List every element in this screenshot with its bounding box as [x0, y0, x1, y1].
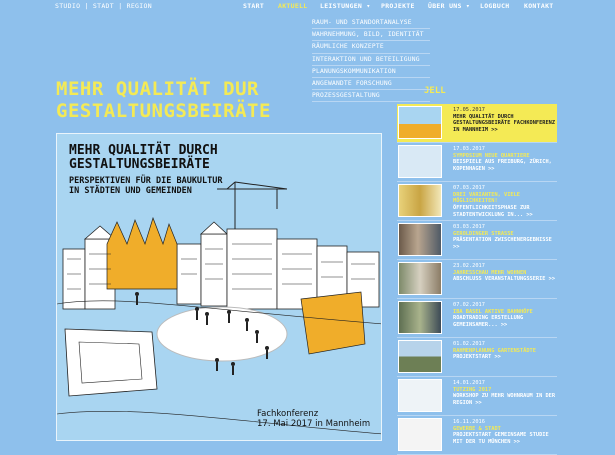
headline-fragment: JELL [424, 86, 446, 96]
poster-subtitle [69, 176, 223, 196]
poster-title [69, 144, 218, 172]
news-item[interactable] [397, 338, 557, 377]
brand-name[interactable]: STUDIO | STADT | REGION [55, 2, 152, 10]
news-item[interactable] [397, 299, 557, 338]
headline-line-2: GESTALTUNGSBEIRÄTE [56, 100, 271, 122]
page-headline [56, 78, 271, 122]
news-text [453, 224, 557, 251]
news-thumbnail[interactable] [398, 106, 442, 139]
news-headline[interactable]: RAHMENPLANUNG GARTENSTÄDTE [453, 347, 536, 354]
dropdown-item-raeumliche-konzepte[interactable]: RÄUMLICHE KONZEPTE [312, 41, 430, 53]
news-headline[interactable]: TUTZING 2017 [453, 386, 492, 393]
news-item[interactable] [397, 182, 557, 221]
news-headline[interactable]: SYMPOSIUM NEUE QUARTIERE [453, 152, 530, 159]
news-text [453, 380, 557, 407]
poster-event-name: Fachkonferenz [257, 409, 319, 419]
news-date: 17.03.2017 [453, 146, 485, 152]
news-thumbnail[interactable] [398, 184, 442, 217]
dropdown-item-interaktion[interactable]: INTERAKTION UND BETEILIGUNG [312, 54, 430, 66]
news-thumbnail[interactable] [398, 418, 442, 451]
nav-leistungen[interactable]: LEISTUNGEN ▾ [320, 2, 371, 10]
news-thumbnail[interactable] [398, 379, 442, 412]
poster-subtitle-line-1: PERSPEKTIVEN FÜR DIE BAUKULTUR [69, 176, 223, 186]
dropdown-item-raum-standortanalyse[interactable]: RAUM- UND STANDORTANALYSE [312, 17, 430, 29]
headline-line-1: MEHR QUALITÄT DUR [56, 78, 259, 100]
news-date: 01.02.2017 [453, 341, 485, 347]
news-date: 23.02.2017 [453, 263, 485, 269]
news-date: 16.11.2016 [453, 419, 485, 425]
news-teaser[interactable]: PROJEKTSTART GEMEINSAME STUDIE MIT DER TU MÜNCHEN >> [453, 432, 549, 446]
news-teaser[interactable]: ABSCHLUSS VERANSTALTUNGSSERIE >> [453, 276, 556, 283]
nav-start[interactable]: START [243, 2, 265, 10]
news-date: 07.02.2017 [453, 302, 485, 308]
dropdown-item-wahrnehmung[interactable]: WAHRNEHMUNG, BILD, IDENTITÄT [312, 29, 430, 41]
news-text [453, 263, 557, 283]
nav-logbuch[interactable]: LOGBUCH [480, 2, 510, 10]
news-text [453, 185, 557, 219]
news-teaser[interactable]: PROJEKTSTART >> [453, 354, 501, 361]
news-list [397, 104, 557, 455]
nav-ueber-uns[interactable]: ÜBER UNS ▾ [428, 2, 471, 10]
news-item[interactable] [397, 416, 557, 455]
news-headline[interactable]: JAHRESSCHAU MEHR WOHNEN [453, 269, 527, 276]
news-text [453, 107, 557, 134]
poster-title-line-2: GESTALTUNGSBEIRÄTE [69, 157, 210, 172]
dropdown-item-prozessgestaltung[interactable]: PROZESSGESTALTUNG [312, 90, 430, 102]
nav-kontakt[interactable]: KONTAKT [524, 2, 554, 10]
news-text [453, 341, 557, 361]
news-text [453, 302, 557, 329]
news-teaser[interactable]: WORKSHOP ZU MEHR WOHNRAUM IN DER REGION >> [453, 393, 556, 407]
news-headline[interactable]: GEWERBE & STADT [453, 425, 501, 432]
news-date: 07.03.2017 [453, 185, 485, 191]
dropdown-item-angewandte-forschung[interactable]: ANGEWANDTE FORSCHUNG [312, 78, 430, 90]
news-date: 17.05.2017 [453, 107, 485, 113]
news-headline[interactable]: DREI VARIANTEN, VIELE MÖGLICHKEITEN! [453, 191, 520, 205]
nav-aktuell[interactable]: AKTUELL [278, 2, 308, 10]
news-thumbnail[interactable] [398, 340, 442, 373]
news-headline[interactable]: IBA BASEL AKTIVE BAHNHÖFE [453, 308, 533, 315]
news-teaser[interactable]: BEISPIELE AUS FREIBURG, ZÜRICH, KOPENHAGEN >> [453, 159, 552, 173]
news-headline[interactable]: GEROLDINGER STRASSE [453, 230, 514, 237]
main-navigation [0, 2, 615, 14]
dropdown-item-planungskommunikation[interactable]: PLANUNGSKOMMUNIKATION [312, 66, 430, 78]
news-item[interactable] [397, 143, 557, 182]
poster-event-info [257, 409, 370, 429]
poster-title-line-1: MEHR QUALITÄT DURCH [69, 143, 218, 158]
news-thumbnail[interactable] [398, 301, 442, 334]
news-thumbnail[interactable] [398, 145, 442, 178]
featured-poster[interactable] [56, 133, 382, 441]
news-headline[interactable]: MEHR QUALITÄT DURCH [453, 113, 514, 120]
news-thumbnail[interactable] [398, 262, 442, 295]
news-teaser[interactable]: ROADTRADING ERSTELLUNG GEMEINSAMER... >> [453, 315, 524, 329]
news-item[interactable] [397, 260, 557, 299]
news-item[interactable] [397, 221, 557, 260]
news-text [453, 419, 557, 446]
leistungen-dropdown [312, 17, 430, 102]
news-date: 14.01.2017 [453, 380, 485, 386]
news-teaser[interactable]: ÖFFENTLICHKEITSPHASE ZUR STADTENTWICKLUNG IN... >> [453, 205, 533, 218]
nav-projekte[interactable]: PROJEKTE [381, 2, 415, 10]
news-date: 03.03.2017 [453, 224, 485, 230]
news-text [453, 146, 557, 173]
news-thumbnail[interactable] [398, 223, 442, 256]
news-item[interactable] [397, 377, 557, 416]
poster-event-date: 17. Mai 2017 in Mannheim [257, 419, 371, 429]
news-teaser[interactable]: PRÄSENTATION ZWISCHENERGEBNISSE >> [453, 237, 552, 251]
news-item[interactable] [397, 104, 557, 143]
news-teaser[interactable]: GESTALTUNGSBEIRÄTE FACHKONFERENZ IN MANNHEIM >> [453, 120, 556, 134]
poster-subtitle-line-2: IN STÄDTEN UND GEMEINDEN [69, 186, 192, 196]
